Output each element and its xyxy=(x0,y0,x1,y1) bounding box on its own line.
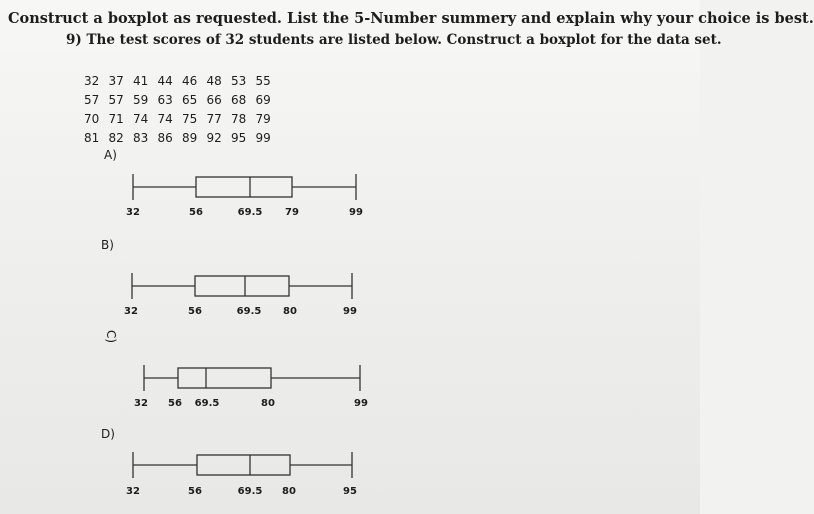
iqr-box xyxy=(197,455,290,475)
data-value: 66 xyxy=(206,93,222,107)
tick-label: 69.5 xyxy=(237,486,263,497)
data-value: 57 xyxy=(84,93,100,107)
data-value: 57 xyxy=(108,93,124,107)
option-label-c: C) xyxy=(104,330,118,344)
tick-label: 56 xyxy=(188,486,202,497)
data-value: 37 xyxy=(108,74,124,88)
data-value: 44 xyxy=(157,74,173,88)
data-value: 78 xyxy=(231,112,247,126)
option-label-a: A) xyxy=(104,148,117,162)
option-label-b: B) xyxy=(101,238,114,252)
data-value: 48 xyxy=(206,74,222,88)
tick-label: 56 xyxy=(189,207,203,218)
data-value: 81 xyxy=(84,131,100,145)
tick-label: 79 xyxy=(285,207,299,218)
tick-label: 99 xyxy=(349,207,363,218)
data-value: 83 xyxy=(133,131,149,145)
tick-label: 80 xyxy=(261,398,275,409)
tick-label: 69.5 xyxy=(194,398,220,409)
data-value: 71 xyxy=(108,112,124,126)
data-value: 63 xyxy=(157,93,173,107)
data-value: 99 xyxy=(255,131,271,145)
data-value: 65 xyxy=(182,93,198,107)
data-value: 74 xyxy=(157,112,173,126)
tick-label: 32 xyxy=(126,207,140,218)
data-value: 95 xyxy=(231,131,247,145)
tick-label: 56 xyxy=(188,306,202,317)
instruction-title: Construct a boxplot as requested. List the 5-Number summery and explain why your choice is best. xyxy=(8,10,814,27)
data-value: 46 xyxy=(182,74,198,88)
data-value: 92 xyxy=(206,131,222,145)
data-value: 41 xyxy=(133,74,149,88)
data-value: 55 xyxy=(255,74,271,88)
tick-label: 80 xyxy=(282,486,296,497)
data-value: 79 xyxy=(255,112,271,126)
tick-label: 69.5 xyxy=(236,306,262,317)
data-value: 69 xyxy=(255,93,271,107)
tick-label: 69.5 xyxy=(237,207,263,218)
tick-label: 32 xyxy=(126,486,140,497)
tick-label: 99 xyxy=(343,306,357,317)
data-value: 82 xyxy=(108,131,124,145)
tick-label: 32 xyxy=(134,398,148,409)
data-value: 68 xyxy=(231,93,247,107)
data-value: 75 xyxy=(182,112,198,126)
tick-label: 56 xyxy=(168,398,182,409)
iqr-box xyxy=(178,368,271,388)
data-value: 32 xyxy=(84,74,100,88)
data-value: 53 xyxy=(231,74,247,88)
tick-label: 95 xyxy=(343,486,357,497)
tick-label: 99 xyxy=(354,398,368,409)
data-value: 59 xyxy=(133,93,149,107)
tick-label: 80 xyxy=(283,306,297,317)
data-value: 70 xyxy=(84,112,100,126)
data-value: 77 xyxy=(206,112,222,126)
tick-label: 32 xyxy=(124,306,138,317)
iqr-box xyxy=(196,177,292,197)
iqr-box xyxy=(195,276,289,296)
data-value: 89 xyxy=(182,131,198,145)
option-label-d: D) xyxy=(101,427,115,441)
question-text: 9) The test scores of 32 students are listed below. Construct a boxplot for the data set. xyxy=(66,32,722,48)
data-value: 86 xyxy=(157,131,173,145)
data-value: 74 xyxy=(133,112,149,126)
